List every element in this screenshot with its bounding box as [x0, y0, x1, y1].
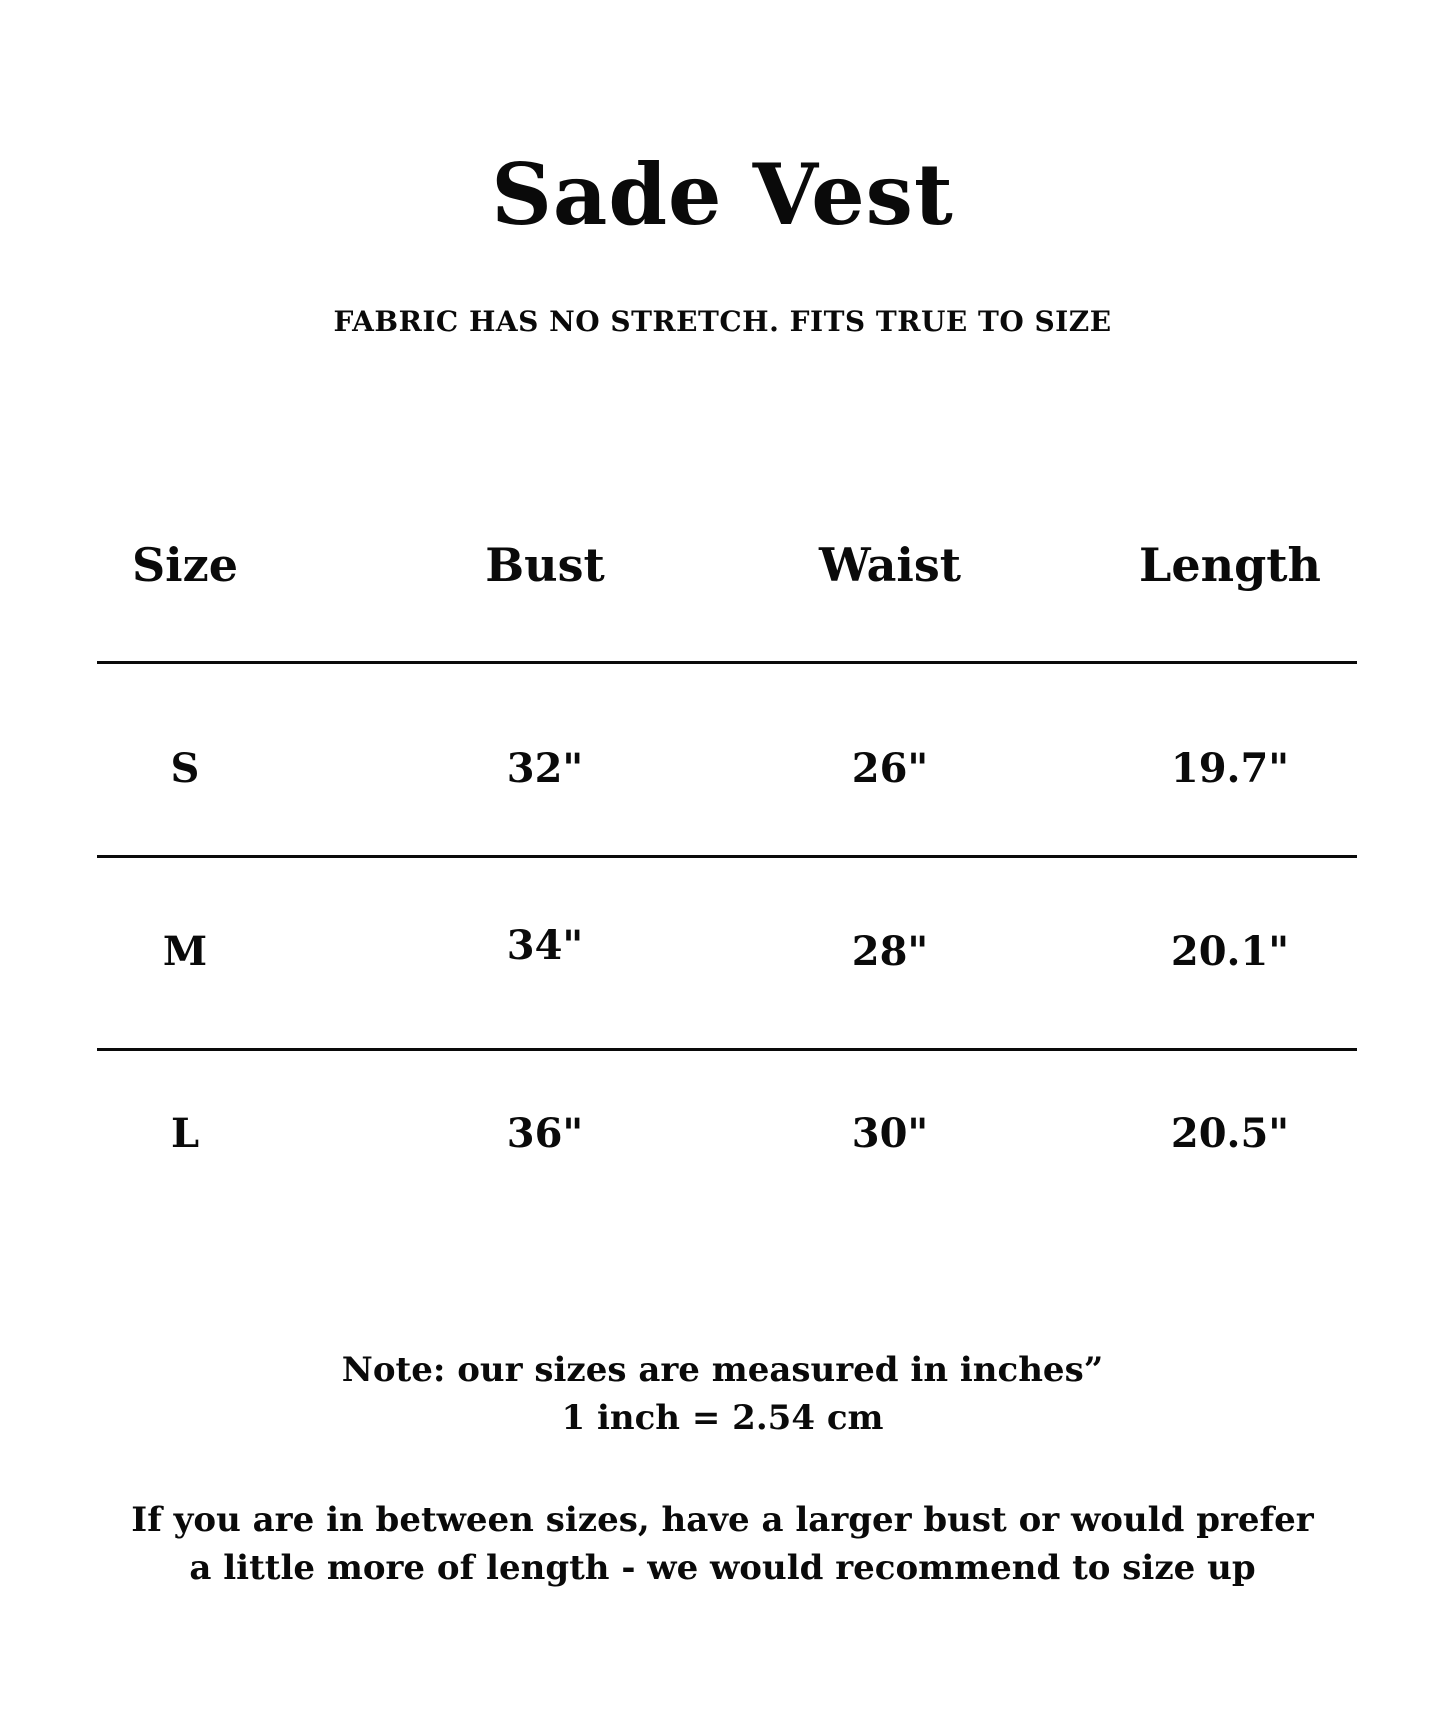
table-divider [97, 661, 1357, 664]
column-header-waist: Waist [818, 538, 962, 592]
size-cell: S [170, 745, 200, 792]
table-divider [97, 1048, 1357, 1051]
page-title: Sade Vest [491, 145, 954, 244]
column-header-length: Length [1139, 538, 1321, 592]
length-cell: 19.7" [1170, 745, 1290, 792]
sizing-advice-line-2: a little more of length - we would recommend to size up [189, 1548, 1256, 1588]
bust-cell: 34" [506, 922, 584, 969]
bust-cell: 32" [506, 745, 584, 792]
conversion-note: 1 inch = 2.54 cm [561, 1398, 884, 1438]
column-header-size: Size [131, 538, 239, 592]
waist-cell: 28" [851, 928, 929, 975]
waist-cell: 30" [851, 1110, 929, 1157]
length-cell: 20.1" [1170, 928, 1290, 975]
size-cell: M [162, 928, 208, 975]
size-cell: L [170, 1110, 200, 1157]
length-cell: 20.5" [1170, 1110, 1290, 1157]
table-divider [97, 855, 1357, 858]
fit-note: FABRIC HAS NO STRETCH. FITS TRUE TO SIZE [333, 305, 1112, 338]
column-header-bust: Bust [485, 538, 605, 592]
sizing-advice-line-1: If you are in between sizes, have a larger bust or would prefer [131, 1500, 1314, 1540]
waist-cell: 26" [851, 745, 929, 792]
measurement-note: Note: our sizes are measured in inches” [341, 1350, 1104, 1390]
bust-cell: 36" [506, 1110, 584, 1157]
